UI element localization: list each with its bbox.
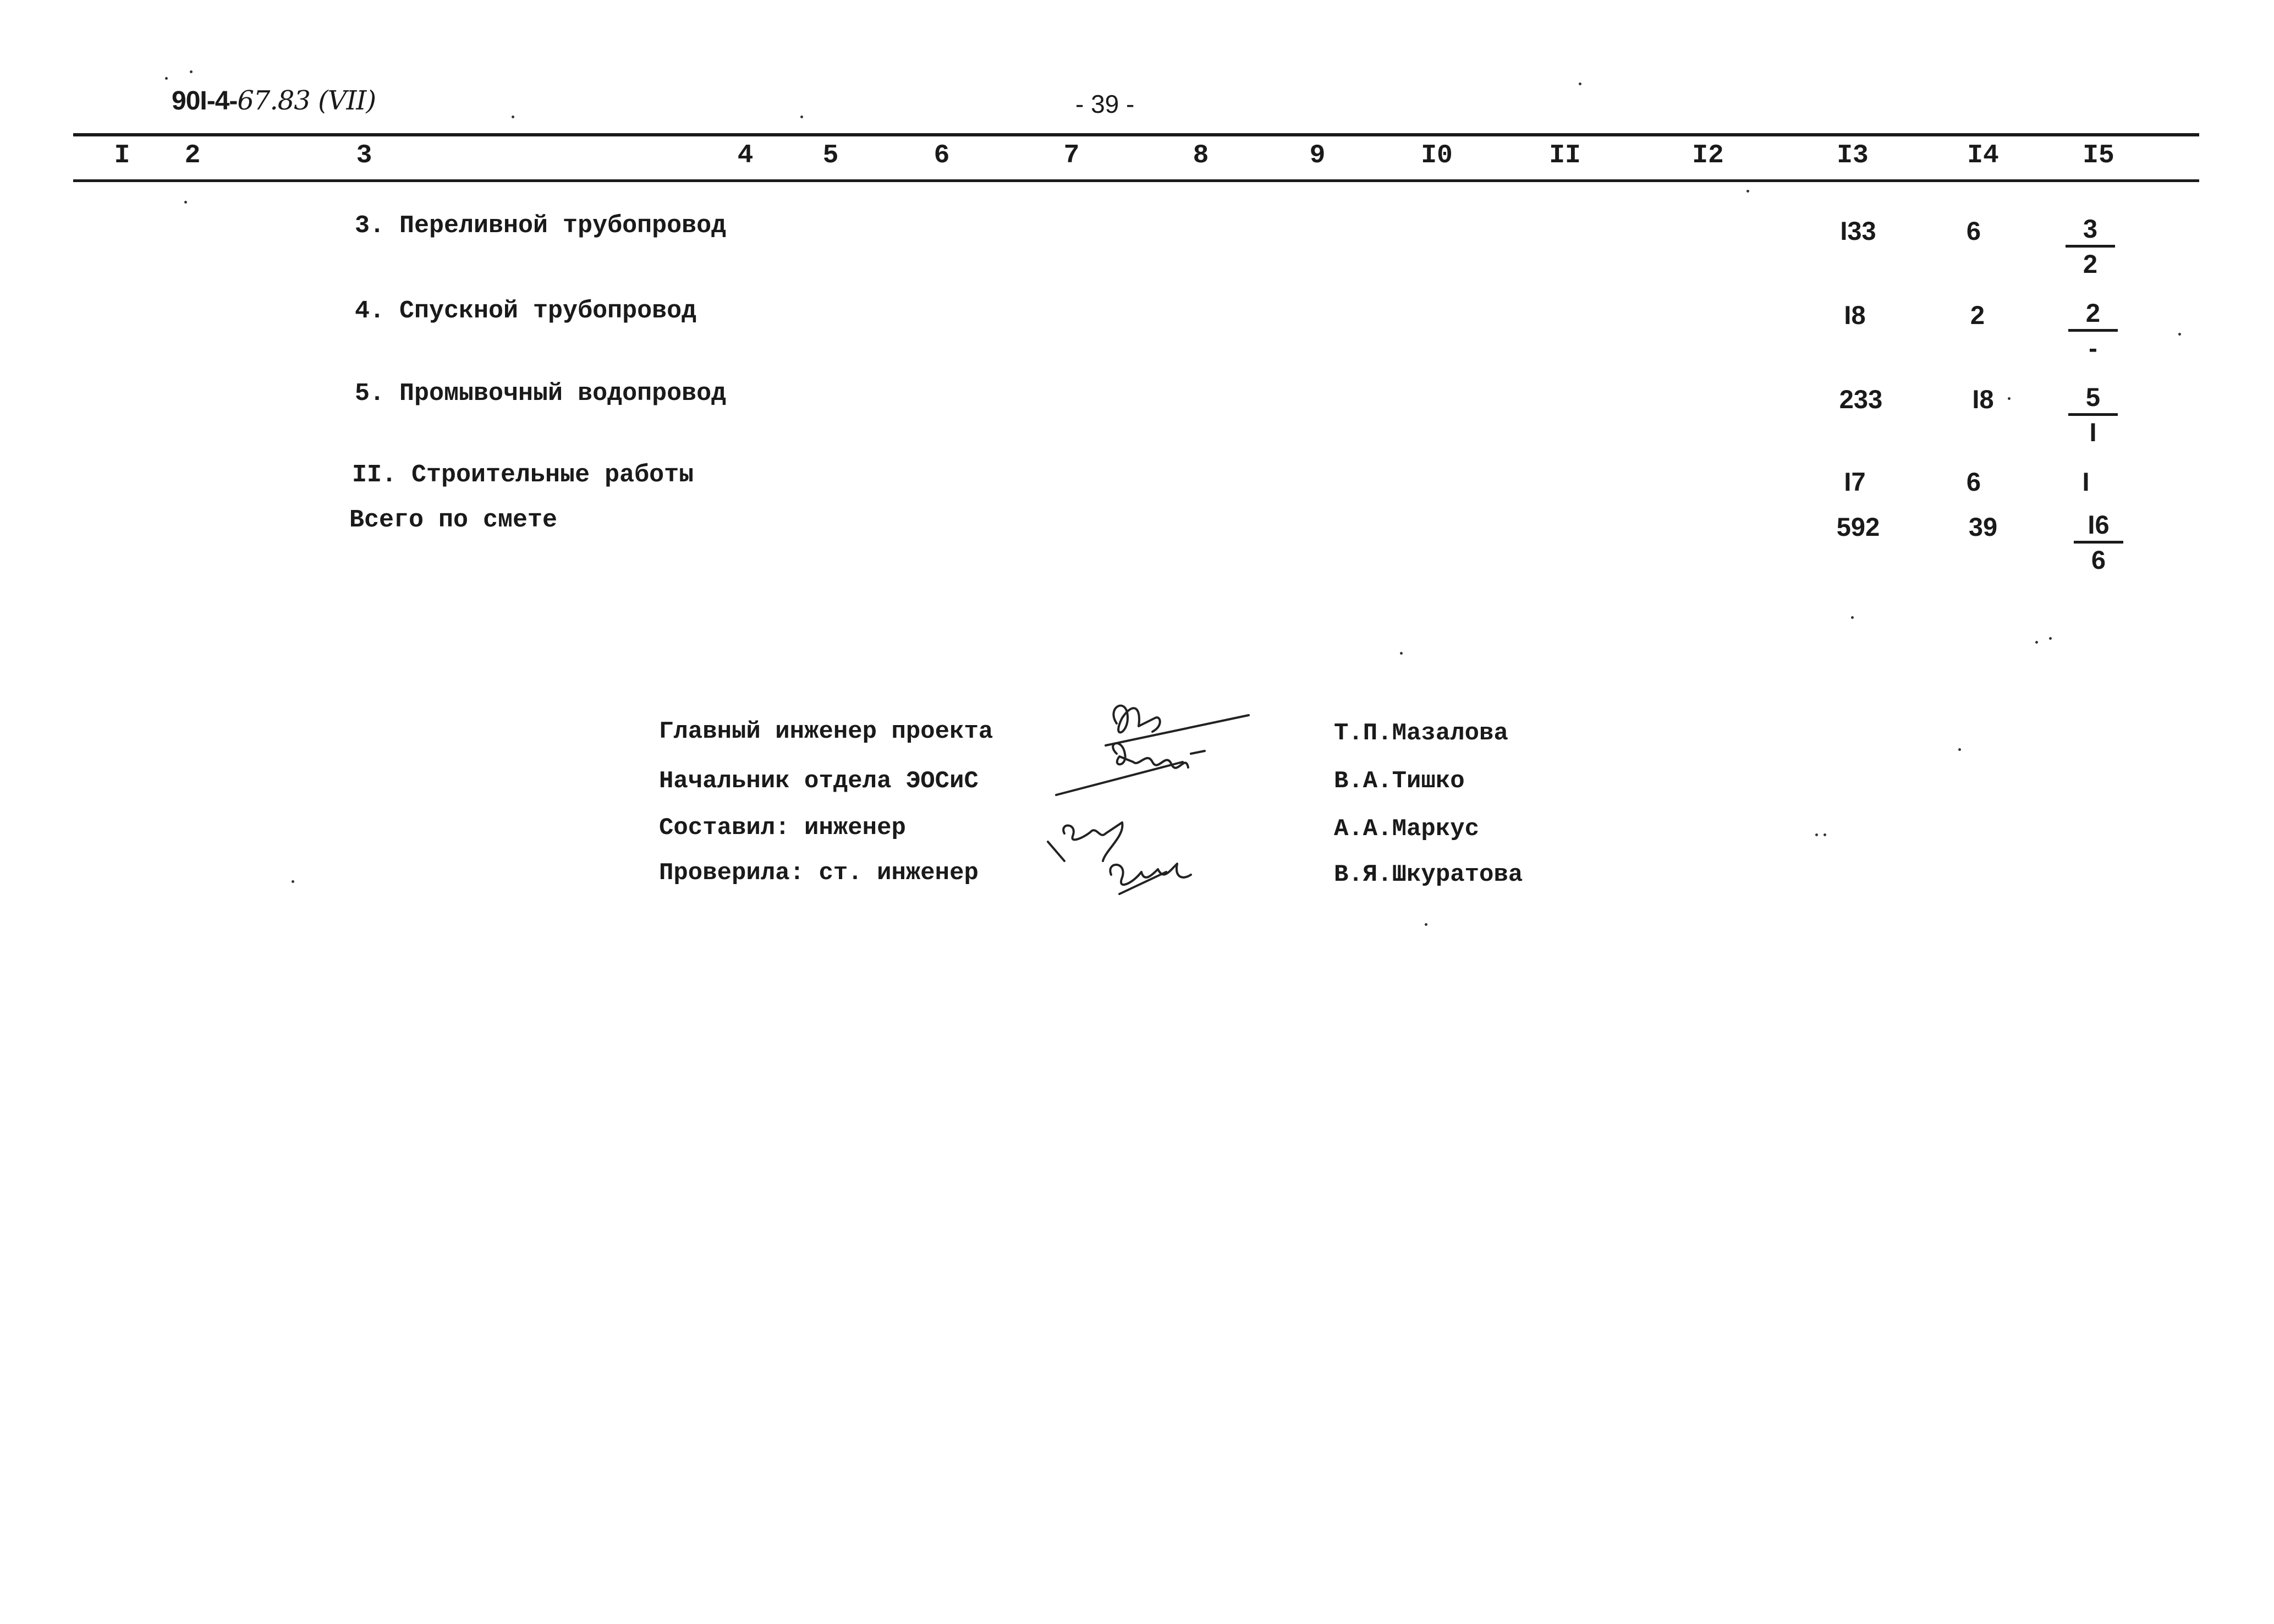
scan-speck — [190, 70, 193, 73]
table-cell-15-fraction — [2068, 384, 2118, 445]
table-row-label: 3. Переливной трубопровод — [355, 212, 727, 240]
signature-name: В.А.Тишко — [1334, 767, 1465, 795]
document-code — [172, 85, 376, 116]
document-code-handwritten: 67.83 (VII) — [237, 85, 376, 116]
scan-speck — [292, 880, 294, 883]
table-cell-14: 6 — [1966, 467, 1981, 496]
table-cell-14: 6 — [1966, 216, 1981, 245]
scan-speck — [165, 77, 168, 80]
column-header-11: II — [1549, 141, 1581, 171]
column-header-7: 7 — [1063, 141, 1080, 171]
table-cell-13: 592 — [1836, 512, 1880, 541]
scan-speck — [1425, 923, 1427, 926]
signature-name: Т.П.Мазалова — [1334, 720, 1508, 747]
table-row-label: 5. Промывочный водопровод — [355, 380, 727, 408]
column-header-4: 4 — [737, 141, 754, 171]
fraction-numerator: 2 — [2068, 300, 2118, 332]
table-cell-15-fraction — [2068, 300, 2118, 361]
signature-role: Составил: инженер — [659, 814, 906, 842]
scan-speck — [1958, 748, 1961, 751]
fraction-denominator: 6 — [2091, 545, 2106, 574]
column-header-9: 9 — [1309, 141, 1326, 171]
scan-speck — [2049, 637, 2052, 640]
scan-speck — [184, 201, 187, 204]
table-cell-15-fraction — [2074, 512, 2123, 573]
scan-speck — [1823, 833, 1826, 836]
scan-speck — [512, 116, 514, 118]
handwritten-signatures — [1045, 685, 1276, 905]
table-cell-13: 233 — [1839, 385, 1883, 414]
fraction-denominator: I — [2089, 418, 2097, 447]
scan-speck — [1815, 833, 1818, 836]
table-cell-14: 39 — [1968, 512, 1998, 541]
column-header-8: 8 — [1193, 141, 1209, 171]
table-cell-13: I8 — [1844, 300, 1866, 330]
scan-speck — [1851, 616, 1854, 619]
scan-speck — [2178, 333, 2181, 336]
scan-speck — [2008, 397, 2011, 400]
column-header-12: I2 — [1692, 141, 1724, 171]
scan-speck — [1746, 190, 1749, 193]
signature-role: Главный инженер проекта — [659, 718, 993, 745]
column-header-2: 2 — [184, 141, 201, 171]
column-header-15: I5 — [2083, 141, 2114, 171]
table-cell-14: 2 — [1970, 300, 1985, 330]
scan-speck — [1579, 83, 1581, 85]
column-header-3: 3 — [356, 141, 372, 171]
table-cell-15: I — [2082, 467, 2090, 496]
column-header-13: I3 — [1837, 141, 1869, 171]
signature-name: А.А.Маркус — [1334, 815, 1480, 843]
signature-role: Начальник отдела ЭОСиС — [659, 767, 979, 795]
table-cell-13: I7 — [1844, 467, 1866, 496]
table-row-label: II. Строительные работы — [352, 461, 694, 489]
scan-speck — [2035, 641, 2038, 644]
signature-role: Проверила: ст. инженер — [659, 859, 979, 887]
column-header-14: I4 — [1967, 141, 1999, 171]
column-header-1: I — [114, 141, 130, 171]
table-header-rule — [73, 179, 2199, 182]
fraction-denominator: - — [2089, 333, 2097, 363]
scan-speck — [1400, 652, 1403, 655]
table-row-label: 4. Спускной трубопровод — [355, 297, 697, 325]
fraction-numerator: I6 — [2074, 512, 2123, 544]
signature-name: В.Я.Шкуратова — [1334, 861, 1523, 888]
table-cell-14: I8 — [1972, 385, 1994, 414]
column-header-5: 5 — [822, 141, 839, 171]
table-top-rule — [73, 133, 2199, 136]
table-cell-15-fraction — [2066, 216, 2115, 277]
document-code-printed: 90I-4- — [172, 86, 238, 116]
column-header-6: 6 — [933, 141, 950, 171]
scan-speck — [800, 116, 803, 118]
page-number: - 39 - — [1075, 90, 1135, 118]
column-header-10: I0 — [1421, 141, 1453, 171]
table-cell-13: I33 — [1840, 216, 1876, 245]
table-total-label: Всего по смете — [349, 506, 558, 534]
fraction-numerator: 5 — [2068, 384, 2118, 416]
fraction-numerator: 3 — [2066, 216, 2115, 248]
fraction-denominator: 2 — [2083, 249, 2098, 278]
